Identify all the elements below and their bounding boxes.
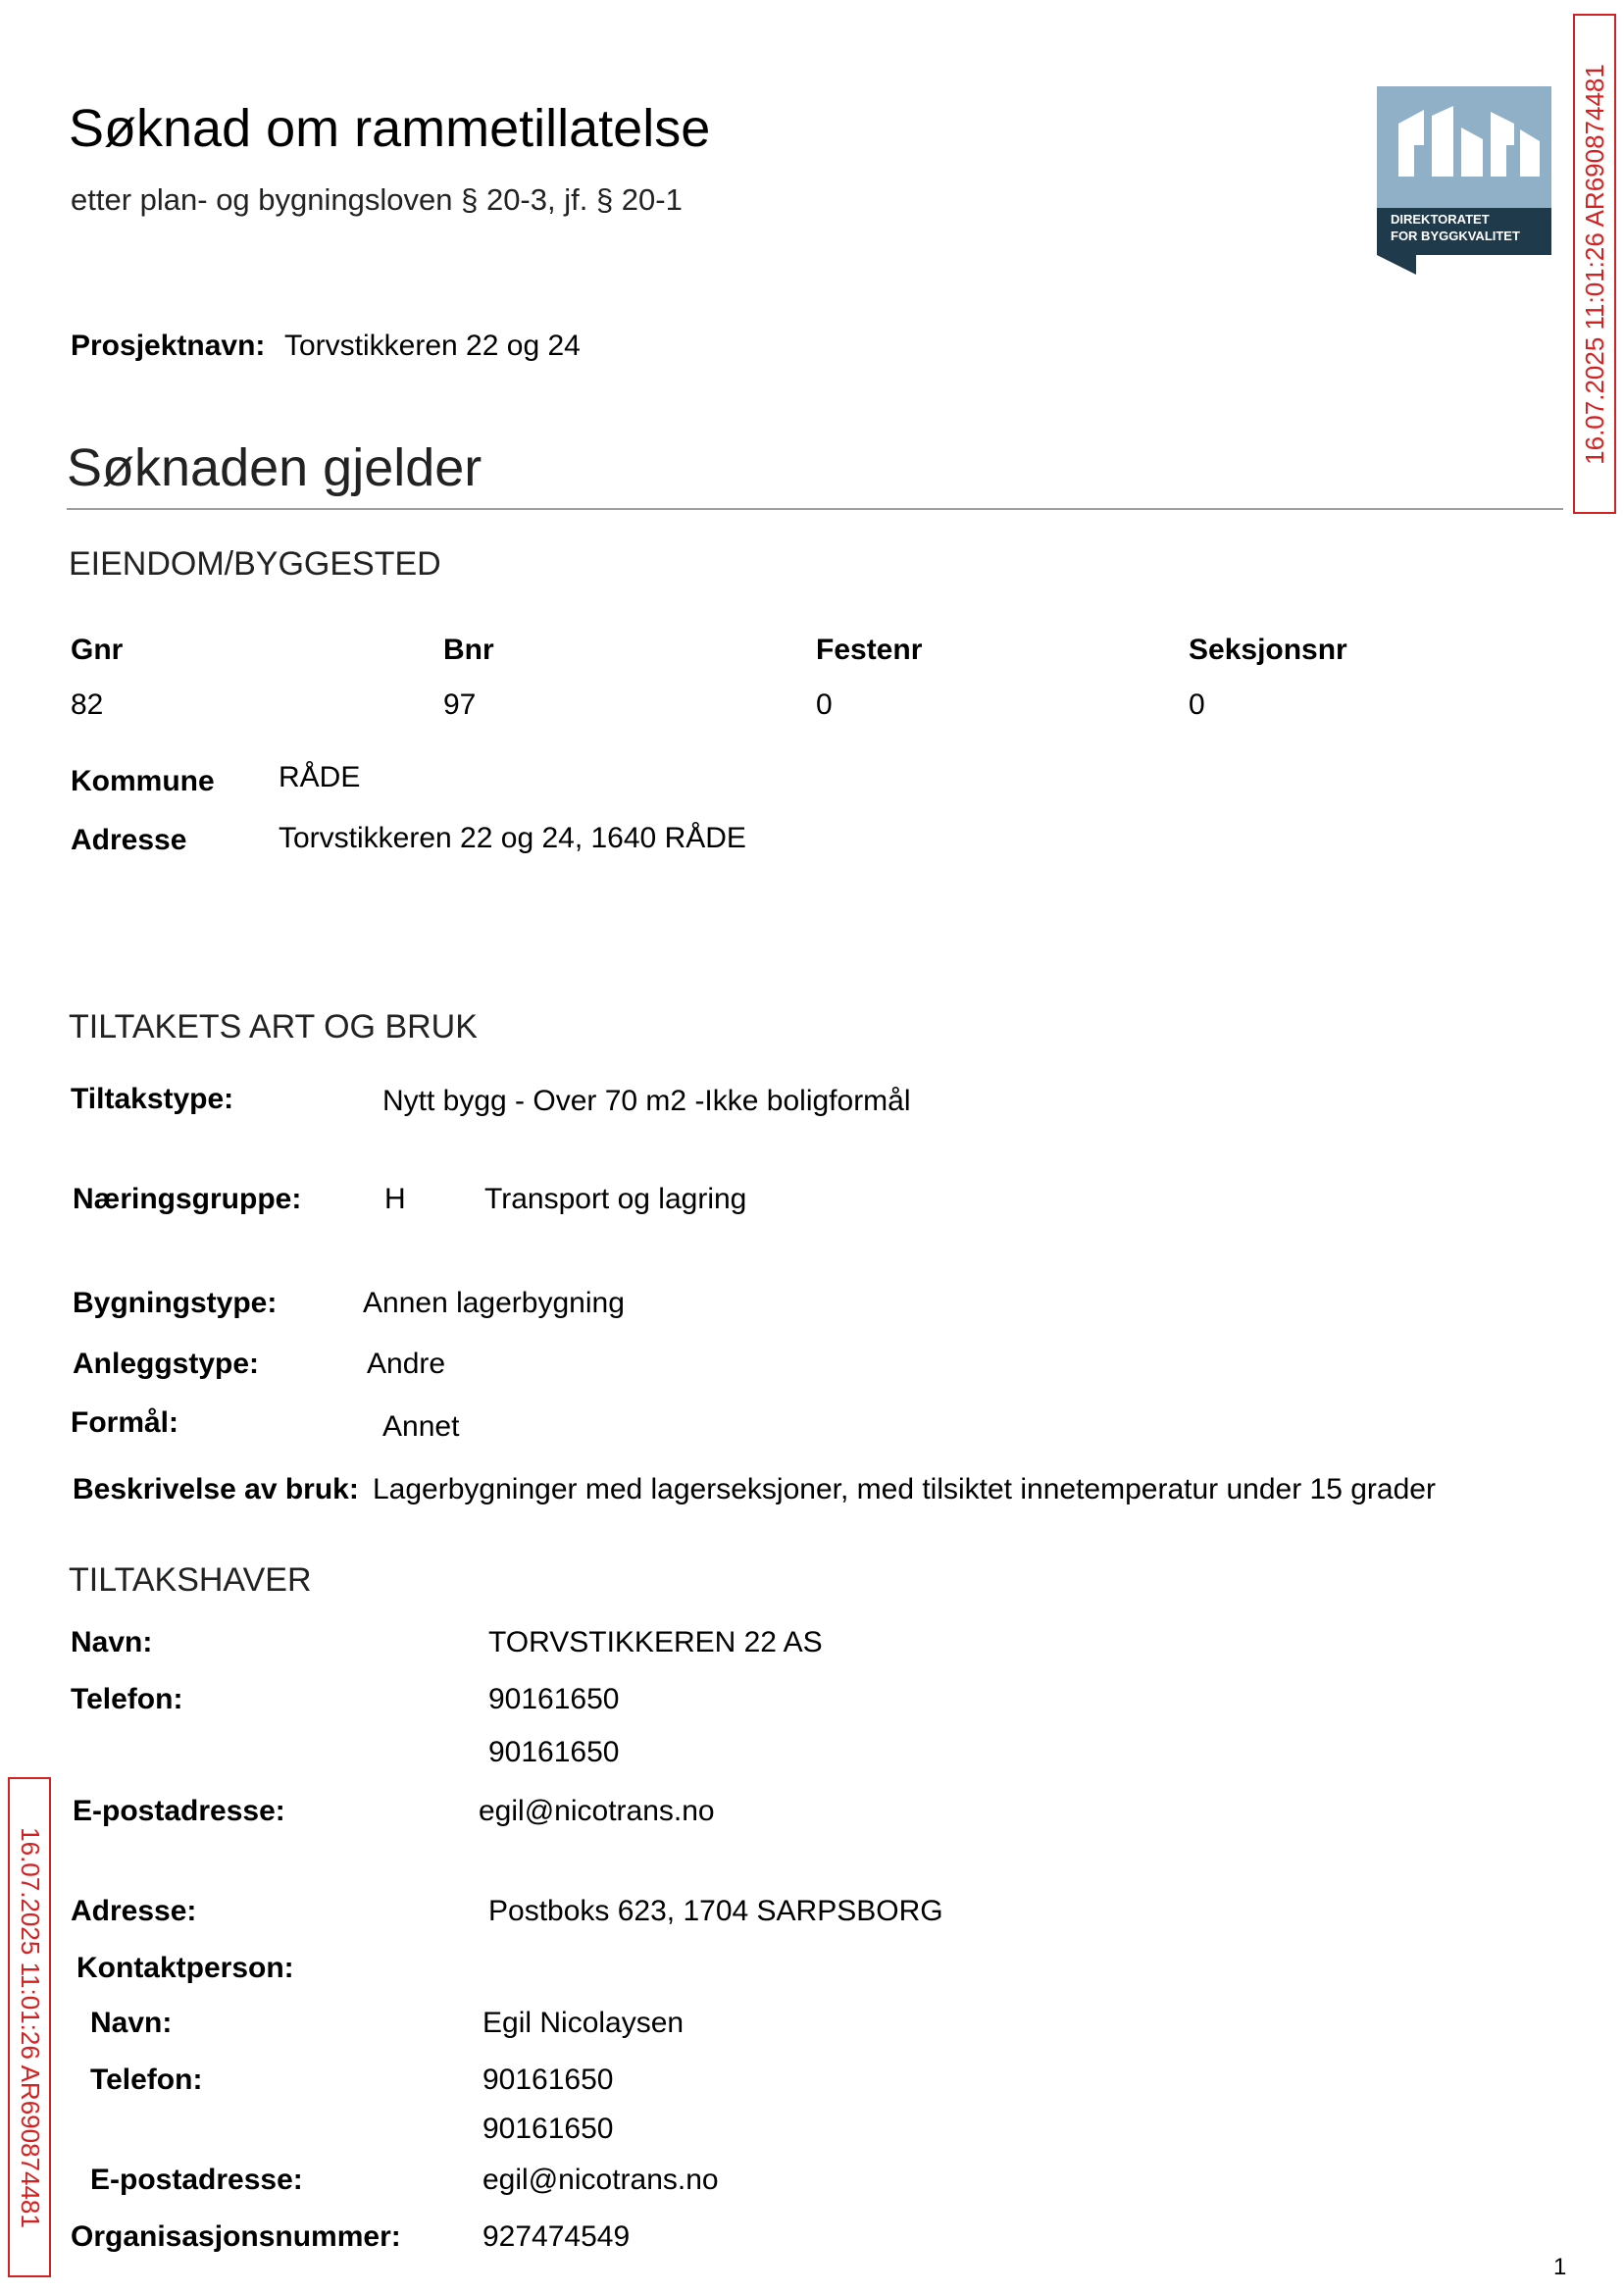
- tiltakshaver-heading: TILTAKSHAVER: [69, 1561, 312, 1599]
- dibk-logo: [1377, 86, 1551, 275]
- tiltakstype-value: Nytt bygg - Over 70 m2 -Ikke boligformål: [382, 1085, 911, 1117]
- logo-text-line1: DIREKTORATET: [1391, 212, 1490, 227]
- navn-value: TORVSTIKKEREN 22 AS: [488, 1626, 823, 1658]
- seksjonsnr-value: 0: [1189, 688, 1205, 721]
- page-title: Søknad om rammetillatelse: [69, 99, 711, 158]
- adresse-value: Torvstikkeren 22 og 24, 1640 RÅDE: [279, 822, 746, 854]
- kommune-label: Kommune: [71, 765, 215, 797]
- beskrivelse-label: Beskrivelse av bruk:: [73, 1473, 359, 1505]
- logo-text-line2: FOR BYGGKVALITET: [1391, 229, 1520, 243]
- th-adresse-label: Adresse:: [71, 1895, 197, 1927]
- formal-label: Formål:: [71, 1406, 179, 1439]
- stamp-text-right: 16.07.2025 11:01:26 AR690874481: [1579, 63, 1609, 465]
- kontakt-telefon-value-1: 90161650: [482, 2064, 614, 2096]
- kontaktperson-label: Kontaktperson:: [76, 1952, 294, 1984]
- kontakt-epost-value: egil@nicotrans.no: [482, 2164, 719, 2196]
- formal-value: Annet: [382, 1410, 460, 1443]
- gnr-label: Gnr: [71, 634, 124, 666]
- anleggstype-label: Anleggstype:: [73, 1348, 260, 1380]
- building-logo-icon: [1377, 86, 1551, 275]
- bygningstype-value: Annen lagerbygning: [363, 1287, 625, 1319]
- telefon-value-2: 90161650: [488, 1736, 620, 1768]
- anleggstype-value: Andre: [367, 1348, 446, 1380]
- bygningstype-label: Bygningstype:: [73, 1287, 278, 1319]
- kontakt-telefon-value-2: 90161650: [482, 2113, 614, 2145]
- kontakt-telefon-label: Telefon:: [90, 2064, 203, 2096]
- kontakt-epost-label: E-postadresse:: [90, 2164, 303, 2196]
- epost-label: E-postadresse:: [73, 1795, 285, 1827]
- kommune-value: RÅDE: [279, 761, 361, 793]
- kontakt-navn-value: Egil Nicolaysen: [482, 2007, 685, 2039]
- adresse-label: Adresse: [71, 824, 187, 856]
- project-value: Torvstikkeren 22 og 24: [284, 330, 581, 362]
- page-number: 1: [1553, 2254, 1567, 2280]
- gnr-value: 82: [71, 688, 104, 721]
- naeringsgruppe-value: Transport og lagring: [484, 1183, 747, 1215]
- page-subtitle: etter plan- og bygningsloven § 20-3, jf. § 20-1: [71, 182, 683, 217]
- bnr-value: 97: [443, 688, 477, 721]
- naeringsgruppe-label: Næringsgruppe:: [73, 1183, 302, 1215]
- kontakt-navn-label: Navn:: [90, 2007, 173, 2039]
- tiltak-heading: TILTAKETS ART OG BRUK: [69, 1008, 478, 1045]
- festenr-value: 0: [816, 688, 833, 721]
- beskrivelse-value: Lagerbygninger med lagerseksjoner, med tilsiktet innetemperatur under 15 grader: [373, 1473, 1436, 1505]
- seksjonsnr-label: Seksjonsnr: [1189, 634, 1347, 666]
- festenr-label: Festenr: [816, 634, 923, 666]
- telefon-value-1: 90161650: [488, 1683, 620, 1715]
- orgnr-label: Organisasjonsnummer:: [71, 2220, 401, 2253]
- timestamp-stamp-left: [8, 1777, 51, 2277]
- eiendom-heading: EIENDOM/BYGGESTED: [69, 545, 441, 583]
- stamp-text-left: 16.07.2025 11:01:26 AR690874481: [15, 1826, 45, 2228]
- timestamp-stamp-right: [1573, 14, 1616, 514]
- th-adresse-value: Postboks 623, 1704 SARPSBORG: [488, 1895, 943, 1927]
- section-title: Søknaden gjelder: [67, 438, 482, 497]
- navn-label: Navn:: [71, 1626, 153, 1658]
- epost-value: egil@nicotrans.no: [479, 1795, 715, 1827]
- telefon-label: Telefon:: [71, 1683, 183, 1715]
- tiltakstype-label: Tiltakstype:: [71, 1083, 234, 1115]
- orgnr-value: 927474549: [482, 2220, 631, 2253]
- section-divider: [67, 508, 1563, 510]
- naeringsgruppe-code: H: [384, 1183, 406, 1215]
- project-label: Prosjektnavn:: [71, 330, 266, 362]
- bnr-label: Bnr: [443, 634, 494, 666]
